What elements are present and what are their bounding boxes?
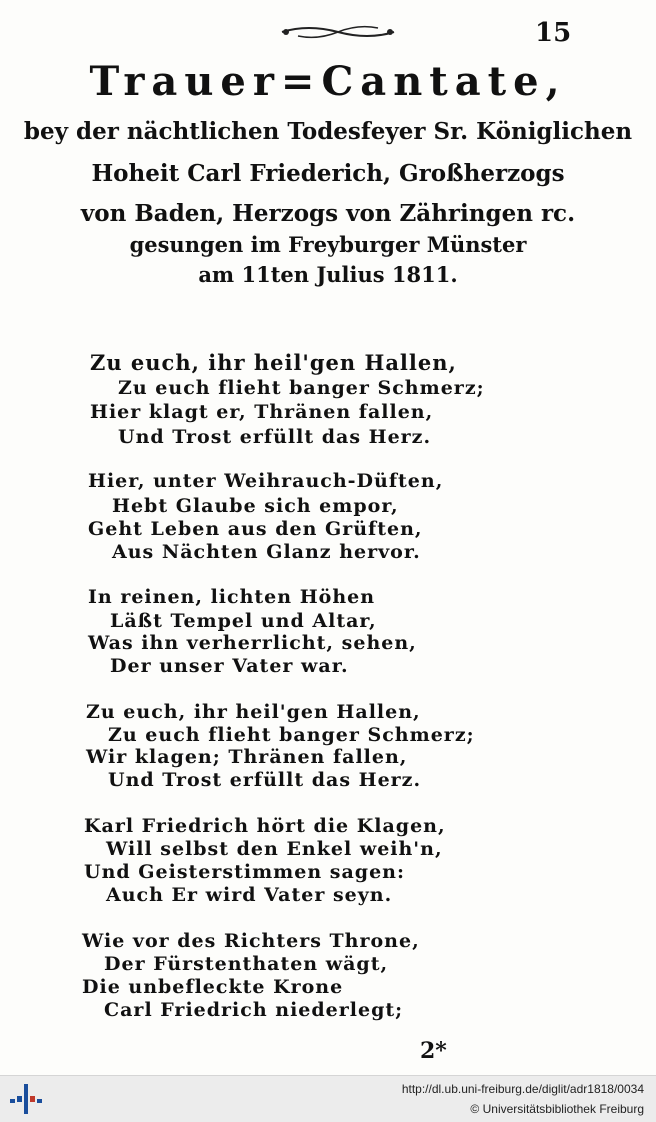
verse-line: Zu euch, ihr heil'gen Hallen,	[90, 350, 457, 375]
verse-line: Zu euch, ihr heil'gen Hallen,	[86, 701, 421, 723]
verse-line: Und Geisterstimmen sagen:	[84, 861, 406, 883]
verse-line: Wir klagen; Thränen fallen,	[86, 746, 408, 768]
subtitle-line: von Baden, Herzogs von Zähringen rc.	[80, 200, 576, 227]
verse-line: Karl Friedrich hört die Klagen,	[84, 815, 446, 837]
subtitle-line: Hoheit Carl Friederich, Großherzogs	[91, 160, 565, 187]
ub-freiburg-logo-icon[interactable]	[8, 1082, 44, 1116]
verse-line: Aus Nächten Glanz hervor.	[112, 541, 421, 563]
subtitle-line: bey der nächtlichen Todesfeyer Sr. Königlichen	[23, 118, 633, 145]
document-url-link[interactable]: http://dl.ub.uni-freiburg.de/diglit/adr1818/0034	[401, 1082, 644, 1096]
verse-line: Geht Leben aus den Grüften,	[88, 518, 423, 540]
verse-line: Der Fürstenthaten wägt,	[104, 953, 389, 975]
verse-line: Wie vor des Richters Throne,	[82, 930, 420, 952]
verse-line: Und Trost erfüllt das Herz.	[108, 769, 422, 791]
verse-line: Auch Er wird Vater seyn.	[106, 884, 393, 906]
subtitle-line: gesungen im Freyburger Münster	[129, 232, 527, 257]
ornament-icon	[278, 22, 398, 42]
verse-line: Zu euch flieht banger Schmerz;	[108, 724, 475, 746]
page-number: 15	[535, 18, 572, 48]
verse-line: Zu euch flieht banger Schmerz;	[118, 377, 485, 399]
verse-line: Hier klagt er, Thränen fallen,	[90, 401, 434, 423]
verse-line: Carl Friedrich niederlegt;	[104, 999, 404, 1021]
subtitle-line: am 11ten Julius 1811.	[198, 262, 458, 287]
page-title: Trauer=Cantate,	[89, 58, 567, 105]
verse-line: Will selbst den Enkel weih'n,	[106, 838, 443, 860]
signature-mark: 2*	[420, 1038, 447, 1064]
verse-line: In reinen, lichten Höhen	[88, 586, 376, 608]
copyright-text: © Universitätsbibliothek Freiburg	[470, 1102, 644, 1116]
verse-line: Hier, unter Weihrauch-Düften,	[88, 470, 444, 492]
verse-line: Hebt Glaube sich empor,	[112, 495, 399, 517]
verse-line: Der unser Vater war.	[110, 655, 349, 677]
verse-line: Und Trost erfüllt das Herz.	[118, 426, 432, 448]
verse-line: Was ihn verherrlicht, sehen,	[88, 632, 417, 654]
footer-bar	[0, 1075, 656, 1122]
verse-line: Läßt Tempel und Altar,	[110, 610, 377, 632]
verse-line: Die unbefleckte Krone	[82, 976, 344, 998]
